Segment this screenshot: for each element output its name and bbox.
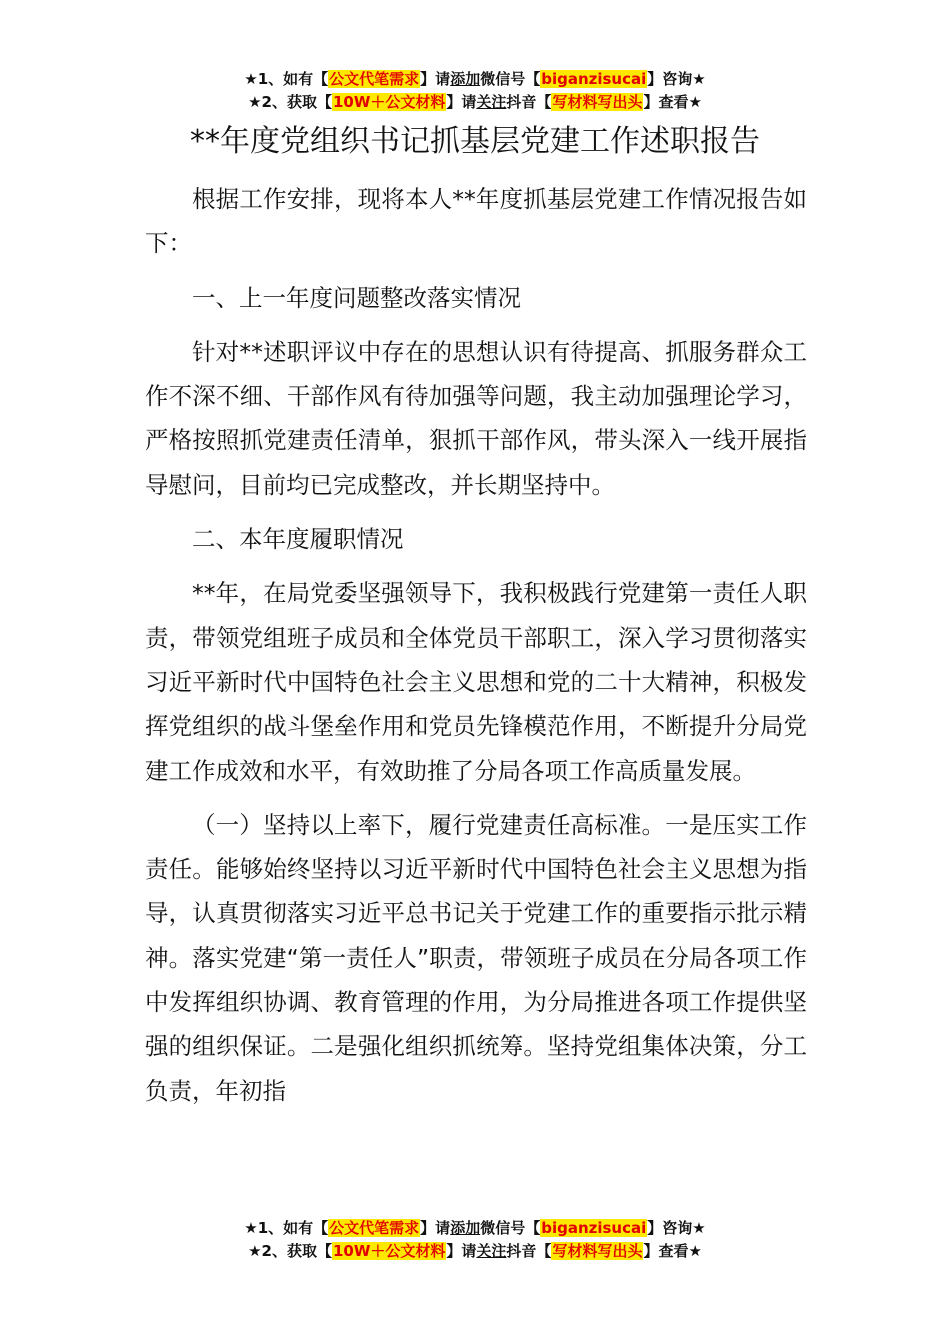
promo-emphasis: 关注 xyxy=(476,1242,507,1260)
promo-line-1 xyxy=(0,1217,950,1240)
paragraph: 针对**述职评议中存在的思想认识有待提高、抓服务群众工作不深不细、干部作风有待加强等问题，我主动加强理论学习，严格按照抓党建责任清单，狠抓干部作风，带头深入一线开展指导慰问，目前均已完成整改，并长期坚持中。 xyxy=(145,337,807,499)
promo-text: ★1、如有【 xyxy=(244,70,329,88)
promo-text: 】请 xyxy=(420,70,451,88)
section-heading: 二、本年度履职情况 xyxy=(192,525,404,554)
promo-emphasis: 关注 xyxy=(476,93,507,111)
promo-highlight: 公文代笔需求 xyxy=(329,70,420,88)
promo-line-2 xyxy=(0,1240,950,1263)
promo-text: 】查看★ xyxy=(643,1242,702,1260)
promo-text: 抖音【 xyxy=(506,1242,552,1260)
promo-emphasis: 添加 xyxy=(450,1219,481,1237)
promo-banner-bottom xyxy=(0,1217,950,1263)
promo-text: 】请 xyxy=(420,1219,451,1237)
promo-text: 抖音【 xyxy=(506,93,552,111)
promo-highlight: 写材料写出头 xyxy=(552,1242,643,1260)
promo-highlight: 10W＋公文材料 xyxy=(332,1242,446,1260)
document-body xyxy=(145,177,807,1123)
promo-banner-top xyxy=(0,68,950,114)
paragraph: 根据工作安排，现将本人**年度抓基层党建工作情况报告如下： xyxy=(145,185,807,258)
promo-text: 】请 xyxy=(446,1242,477,1260)
section-heading: 一、上一年度问题整改落实情况 xyxy=(192,283,521,312)
paragraph: **年，在局党委坚强领导下，我积极践行党建第一责任人职责，带领党组班子成员和全体党员干部职工，深入学习贯彻落实习近平新时代中国特色社会主义思想和党的二十大精神，积极发挥党组织的战斗堡垒作用和党员先锋模范作用，不断提升分局党建工作成效和水平，有效助推了分局各项工作高质量发展。 xyxy=(145,579,807,785)
promo-emphasis: 添加 xyxy=(450,70,481,88)
promo-text: ★2、获取【 xyxy=(248,93,332,111)
promo-highlight: 写材料写出头 xyxy=(552,93,643,111)
paragraph: （一）坚持以上率下，履行党建责任高标准。一是压实工作责任。能够始终坚持以习近平新时代中国特色社会主义思想为指导，认真贯彻落实习近平总书记关于党建工作的重要指示批示精神。落实党建“第一责任人”职责，带领班子成员在分局各项工作中发挥组织协调、教育管理的作用，为分局推进各项工作提供坚强的组织保证。二是强化组织抓统筹。坚持党组集体决策，分工负责，年初指 xyxy=(145,810,807,1105)
promo-highlight: 公文代笔需求 xyxy=(329,1219,420,1237)
promo-highlight: 10W＋公文材料 xyxy=(332,93,446,111)
promo-text: ★2、获取【 xyxy=(248,1242,332,1260)
promo-text: ★1、如有【 xyxy=(244,1219,329,1237)
promo-highlight: biganzisucai xyxy=(541,70,647,88)
promo-text: 】查看★ xyxy=(643,93,702,111)
promo-highlight: biganzisucai xyxy=(541,1219,647,1237)
promo-text: 】咨询★ xyxy=(647,70,706,88)
promo-line-1 xyxy=(0,68,950,91)
promo-text: 】请 xyxy=(446,93,477,111)
promo-text: 微信号【 xyxy=(480,1219,541,1237)
document-title: **年度党组织书记抓基层党建工作述职报告 xyxy=(190,124,760,159)
promo-text: 微信号【 xyxy=(480,70,541,88)
promo-line-2 xyxy=(0,91,950,114)
promo-text: 】咨询★ xyxy=(647,1219,706,1237)
